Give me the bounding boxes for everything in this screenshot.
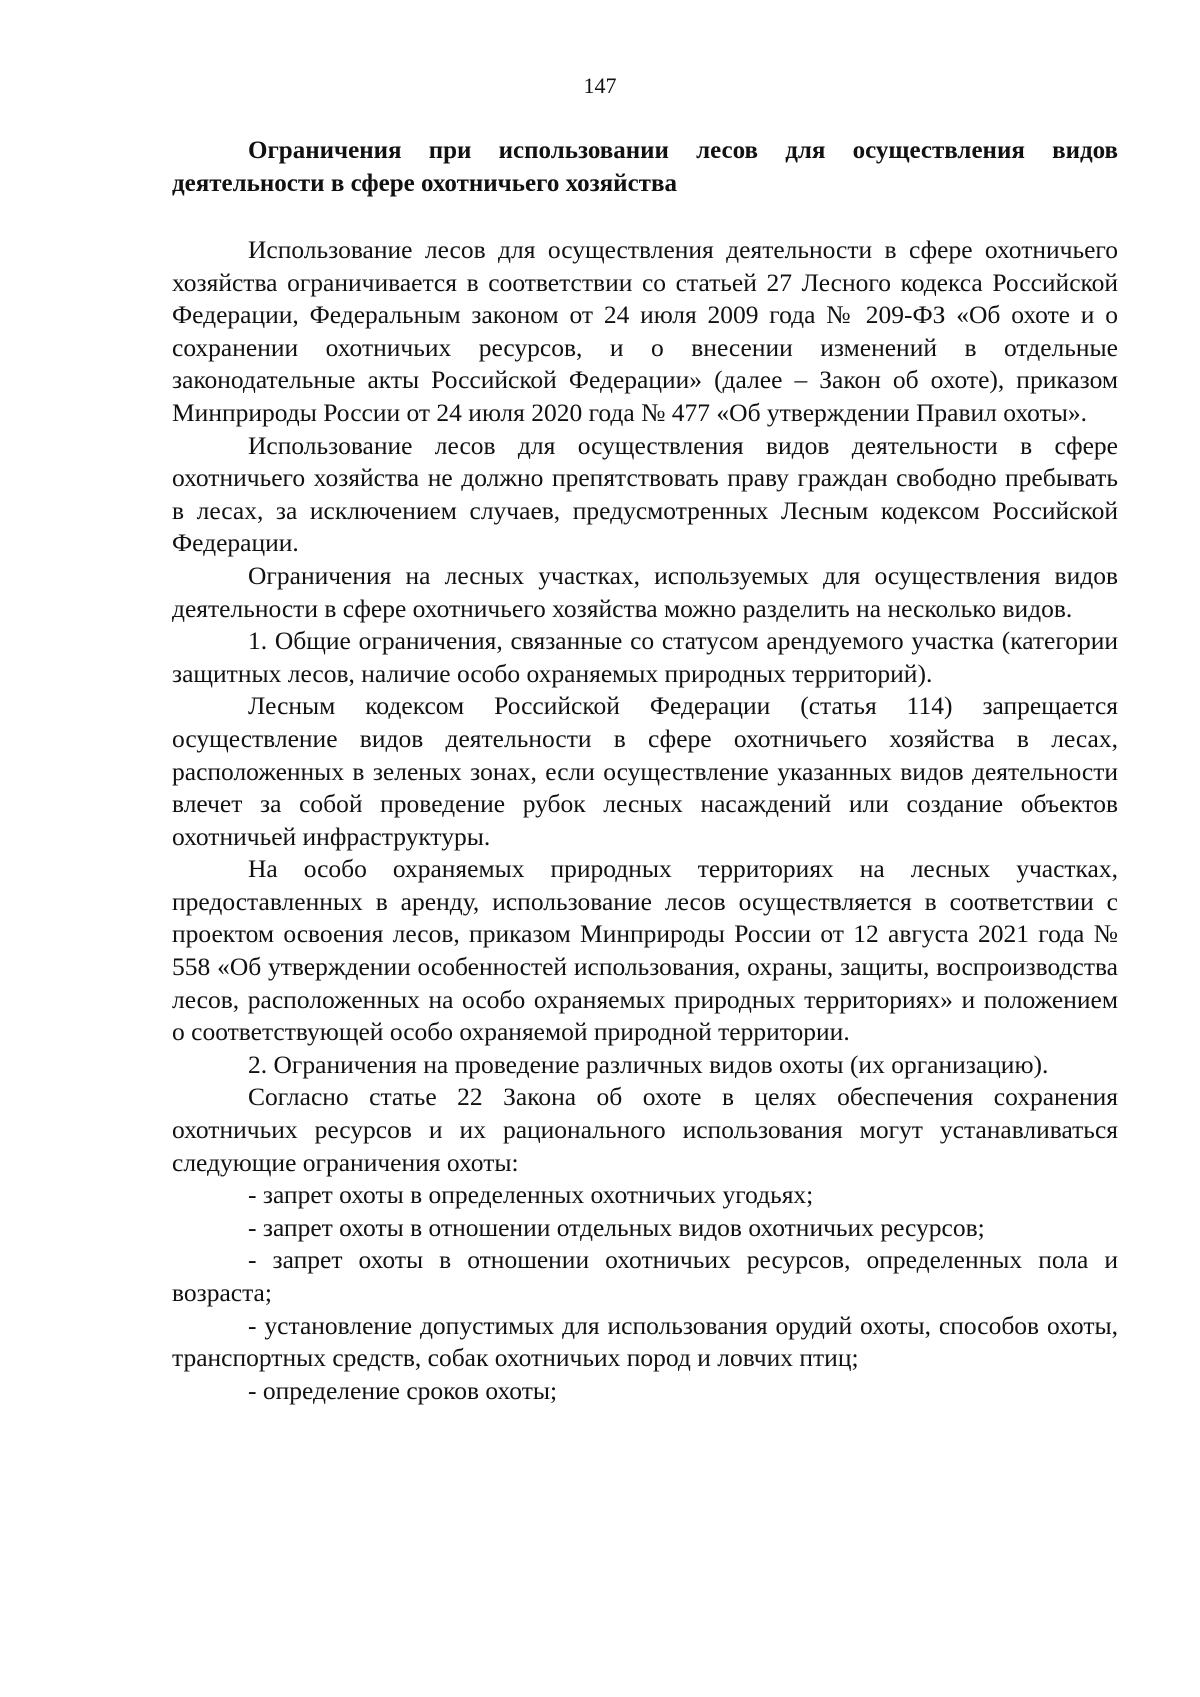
paragraph-green-zones: Лесным кодексом Российской Федерации (статья 114) запрещается осуществление видов деятельности в сфере охотничьего хозяйства в лесах, расположенных в зеленых зонах, если осуществление указанных видов деятельности влечет за собой проведение рубок лесных насаждений или создание объектов охотничьей инфраструктуры.: [172, 691, 1118, 851]
section-title: [172, 134, 1118, 200]
document-body: [172, 234, 1118, 1407]
section-title-line-1: Ограничения при использовании лесов для осуществления видов: [248, 137, 1118, 164]
paragraph-forest-use-restrictions: Использование лесов для осуществления деятельности в сфере охотничьего хозяйства ограничивается в соответствии со статьей 27 Лесного кодекса Российской Федерации, Федеральным законом от 24 июля 2009 года № 209-ФЗ «Об охоте и о сохранении охотничьих ресурсов, и о внесении изменений в отдельные законодательные акты Российской Федерации» (далее – Закон об охоте), приказом Минприроды России от 24 июля 2020 года № 477 «Об утверждении Правил охоты».: [172, 235, 1118, 427]
section-title-line-2: деятельности в сфере охотничьего хозяйства: [172, 170, 677, 197]
list-item: - запрет охоты в определенных охотничьих угодьях;: [248, 1180, 814, 1210]
page-number: 147: [583, 73, 617, 98]
list-item: - запрет охоты в отношении охотничьих ресурсов, определенных пола и возраста;: [172, 1245, 1118, 1307]
paragraph-restriction-types: Ограничения на лесных участках, используемых для осуществления видов деятельности в сфере охотничьего хозяйства можно разделить на несколько видов.: [172, 560, 1118, 623]
paragraph-general-restrictions: 1. Общие ограничения, связанные со статусом арендуемого участка (категории защитных лесов, наличие особо охраняемых природных территорий).: [172, 626, 1118, 688]
list-item: - определение сроков охоты;: [248, 1375, 558, 1405]
paragraph-article-22: Согласно статье 22 Закона об охоте в целях обеспечения сохранения охотничьих ресурсов и их рационального использования могут устанавливаться следующие ограничения охоты:: [172, 1082, 1118, 1177]
list-item: - установление допустимых для использования орудий охоты, способов охоты, транспортных средств, собак охотничьих пород и ловчих птиц;: [172, 1310, 1118, 1373]
list-item: - запрет охоты в отношении отдельных видов охотничьих ресурсов;: [248, 1212, 985, 1242]
paragraph-hunting-restrictions: 2. Ограничения на проведение различных видов охоты (их организацию).: [248, 1049, 1049, 1079]
paragraph-citizens-rights: Использование лесов для осуществления видов деятельности в сфере охотничьего хозяйства не должно препятствовать праву граждан свободно пребывать в лесах, за исключением случаев, предусмотренных Лесным кодексом Российской Федерации.: [172, 430, 1118, 558]
paragraph-protected-areas: На особо охраняемых природных территориях на лесных участках, предоставленных в аренду, использование лесов осуществляется в соответствии с проектом освоения лесов, приказом Минприроды России от 12 августа 2021 года № 558 «Об утверждении особенностей использования, охраны, защиты, воспроизводства лесов, расположенных на особо охраняемых природных территориях» и положением о соответствующей особо охраняемой природной территории.: [172, 854, 1118, 1047]
